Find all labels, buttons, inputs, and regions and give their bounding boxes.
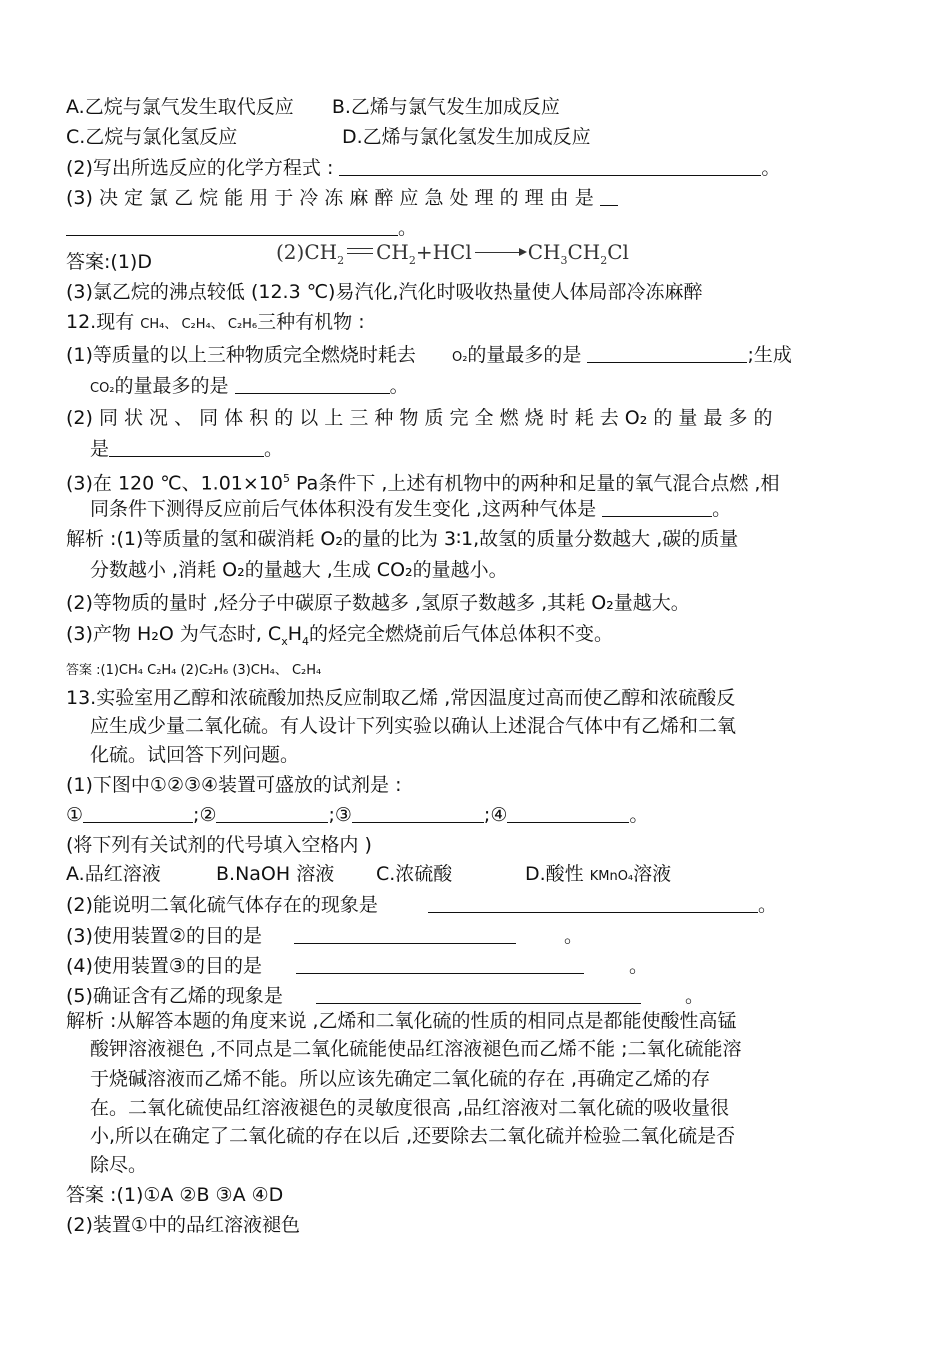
- q12-ex4-post: 的烃完全燃烧前后气体总体积不变。: [309, 623, 614, 645]
- q13-blank-3[interactable]: [352, 802, 484, 823]
- q13-option-d-post: 溶液: [633, 863, 672, 885]
- q13-part2: [66, 892, 777, 918]
- period: 。: [712, 498, 732, 520]
- q11-answer-1: 答案:(1)D: [66, 251, 152, 273]
- q12-part2: (2) 同 状 况 、 同 体 积 的 以 上 三 种 物 质 完 全 燃 烧 时 耗 去 O₂ 的 量 最 多 的: [66, 407, 773, 429]
- q12-ex4-pre: (3)产物 H₂O 为气态时, C: [66, 623, 282, 645]
- q12-title-species: CH₄、 C₂H₄、 C₂H₆: [140, 317, 258, 332]
- q13-part4-text: (4)使用装置③的目的是: [66, 955, 262, 977]
- q11-options-cd: [66, 124, 591, 150]
- period: 。: [629, 804, 649, 826]
- q13-option-d-kmno4: KMnO₄: [589, 869, 634, 884]
- q13-option-c: C.浓硫酸: [376, 863, 453, 885]
- period: 。: [758, 894, 778, 916]
- q13-options: [66, 861, 671, 890]
- q11-option-c: C.乙烷与氯化氢反应: [66, 126, 238, 148]
- q13-explanation-4: 在。二氧化硫使品红溶液褪色的灵敏度很高 ,品红溶液对二氧化硫的吸收量很: [90, 1097, 730, 1119]
- q12-part3-a: [66, 466, 779, 496]
- q11-option-a: A.乙烷与氯气发生取代反应: [66, 96, 294, 118]
- q12-title-post: 三种有机物 :: [257, 311, 365, 333]
- double-bond: [347, 248, 373, 254]
- q13-part4-blank[interactable]: [296, 953, 584, 974]
- period: 。: [629, 955, 649, 977]
- q13-explanation-6: 除尽。: [90, 1154, 148, 1176]
- sub: 4: [302, 634, 310, 648]
- q13-explanation-5: 小,所以在确定了二氧化硫的存在以后 ,还要除去二氧化硫并检验二氧化硫是否: [90, 1125, 736, 1147]
- q12-part1-b: [90, 373, 409, 402]
- q12-part1-a: [66, 342, 792, 371]
- q12-p2b-text: 是: [90, 438, 110, 460]
- period: 。: [398, 217, 418, 239]
- q13-part2-text: (2)能说明二氧化硫气体存在的现象是: [66, 894, 378, 916]
- q12-part2-b: [90, 436, 283, 462]
- q13-stem-1: 13.实验室用乙醇和浓硫酸加热反应制取乙烯 ,常因温度过高而使乙醇和浓硫酸反: [66, 687, 736, 709]
- period: 。: [685, 985, 705, 1007]
- q13-part5-blank[interactable]: [316, 983, 641, 1004]
- q12-title: [66, 309, 365, 338]
- sub: 2: [600, 254, 608, 267]
- q12-p3a-pre: (3)在 120 ℃、1.01×10: [66, 472, 283, 495]
- q12-part3-b: [90, 496, 731, 522]
- q11-part3-cont: [66, 215, 417, 241]
- period: 。: [761, 157, 781, 179]
- q13-option-a: A.品红溶液: [66, 863, 161, 885]
- q11-part3-blank-start[interactable]: [600, 185, 618, 206]
- q12-p3b-text: 同条件下测得反应前后气体体积没有发生变化 ,这两种气体是: [90, 498, 597, 520]
- q11-part3-blank[interactable]: [66, 215, 398, 236]
- q12-p3a-post: Pa条件下 ,上述有机物中的两种和足量的氧气混合点燃 ,相: [290, 472, 780, 495]
- q12-p1a-post: 的量最多的是: [467, 344, 582, 366]
- q13-part1-blanks: [66, 802, 648, 828]
- circle-3: ;③: [328, 804, 352, 826]
- q12-explanation-1: 解析 :(1)等质量的氢和碳消耗 O₂的量的比为 3∶1,故氢的质量分数越大 ,碳的质量: [66, 528, 739, 550]
- sub: x: [281, 634, 288, 648]
- q13-blank-2[interactable]: [216, 802, 328, 823]
- q12-explanation-3: (2)等物质的量时 ,烃分子中碳原子数越多 ,氢原子数越多 ,其耗 O₂量越大。: [66, 592, 690, 614]
- q11-part2-text: (2)写出所选反应的化学方程式 :: [66, 157, 334, 179]
- q12-p1a-end: ;生成: [747, 344, 792, 366]
- q12-p1b-co2: CO₂: [90, 381, 115, 396]
- eq-cl: Cl: [607, 240, 629, 264]
- q13-answer-2: (2)装置①中的品红溶液褪色: [66, 1214, 300, 1236]
- q11-option-d: D.乙烯与氯化氢发生加成反应: [342, 126, 591, 148]
- q12-answer: [66, 655, 321, 684]
- q12-p1a-o2: O₂: [451, 350, 468, 365]
- q13-part1: (1)下图中①②③④装置可盛放的试剂是 :: [66, 774, 402, 796]
- q13-explanation-2: 酸钾溶液褪色 ,不同点是二氧化硫能使品红溶液褪色而乙烯不能 ;二氧化硫能溶: [90, 1038, 742, 1060]
- q13-answer-1: 答案 :(1)①A ②B ③A ④D: [66, 1184, 284, 1206]
- q11-options-ab: [66, 94, 560, 120]
- q13-part4: [66, 953, 648, 979]
- eq-ch-b: CH: [376, 240, 409, 264]
- q13-stem-3: 化硫。试回答下列问题。: [90, 744, 300, 766]
- q12-explanation-2: 分数越小 ,消耗 O₂的量越大 ,生成 CO₂的量越小。: [90, 559, 508, 581]
- q12-p1a-pre: (1)等质量的以上三种物质完全燃烧时耗去: [66, 344, 416, 366]
- q13-part3: [66, 923, 583, 949]
- q12-p3a-exp: 5: [283, 472, 290, 485]
- q11-part3-text: (3) 决 定 氯 乙 烷 能 用 于 冷 冻 麻 醉 应 急 处 理 的 理 由 是: [66, 187, 594, 209]
- q12-part2-blank[interactable]: [109, 436, 264, 457]
- period: 。: [564, 925, 584, 947]
- q13-option-d: D.酸性: [525, 863, 584, 885]
- reaction-arrow-icon: [475, 252, 525, 253]
- q12-explanation-4: [66, 621, 613, 655]
- eq-ch-a: (2)CH: [276, 240, 338, 264]
- period: 。: [264, 438, 284, 460]
- q13-explanation-3: 于烧碱溶液而乙烯不能。所以应该先确定二氧化硫的存在 ,再确定乙烯的存: [90, 1068, 711, 1090]
- q11-part2-blank[interactable]: [339, 155, 761, 176]
- q13-part2-blank[interactable]: [428, 892, 758, 913]
- q13-option-b: B.NaOH 溶液: [216, 863, 335, 885]
- sub: 2: [337, 254, 345, 267]
- q11-answer-3: (3)氯乙烷的沸点较低 (12.3 ℃)易汽化,汽化时吸收热量使人体局部冷冻麻醉: [66, 281, 703, 303]
- period: 。: [389, 375, 409, 397]
- q12-part1-blank-a[interactable]: [587, 342, 747, 363]
- q13-note: (将下列有关试剂的代号填入空格内 ): [66, 834, 372, 856]
- circle-2: ;②: [193, 804, 217, 826]
- q13-part5-text: (5)确证含有乙烯的现象是: [66, 985, 283, 1007]
- circle-4: ;④: [483, 804, 508, 826]
- q13-part3-blank[interactable]: [294, 923, 516, 944]
- q13-explanation-1: 解析 :从解答本题的角度来说 ,乙烯和二氧化硫的性质的相同点是都能使酸性高锰: [66, 1010, 737, 1032]
- circle-1: ①: [66, 804, 84, 826]
- eq-hcl: +HCl: [415, 240, 472, 264]
- q13-blank-1[interactable]: [83, 802, 193, 823]
- q12-answer-text: 答案 :(1)CH₄ C₂H₄ (2)C₂H₆ (3)CH₄、 C₂H₄: [66, 663, 322, 678]
- q12-part3-blank[interactable]: [602, 496, 712, 517]
- sub: 2: [408, 254, 416, 267]
- q12-title-pre: 12.现有: [66, 311, 135, 333]
- q11-option-b: B.乙烯与氯气发生加成反应: [331, 96, 560, 118]
- q11-part2: [66, 155, 780, 181]
- q13-stem-2: 应生成少量二氧化硫。有人设计下列实验以确认上述混合气体中有乙烯和二氧: [90, 715, 737, 737]
- q11-part3: [66, 185, 618, 211]
- q13-blank-4[interactable]: [507, 802, 629, 823]
- q12-ex4-h: H: [287, 623, 303, 645]
- q13-part3-text: (3)使用装置②的目的是: [66, 925, 262, 947]
- q11-equation: [276, 240, 629, 267]
- q12-p1b-post: 的量最多的是: [114, 375, 229, 397]
- q13-part5: [66, 983, 704, 1009]
- eq-ch3: CH: [527, 240, 561, 264]
- sub: 3: [560, 254, 568, 267]
- eq-ch2: CH: [567, 240, 601, 264]
- q12-part1-blank-b[interactable]: [235, 373, 390, 394]
